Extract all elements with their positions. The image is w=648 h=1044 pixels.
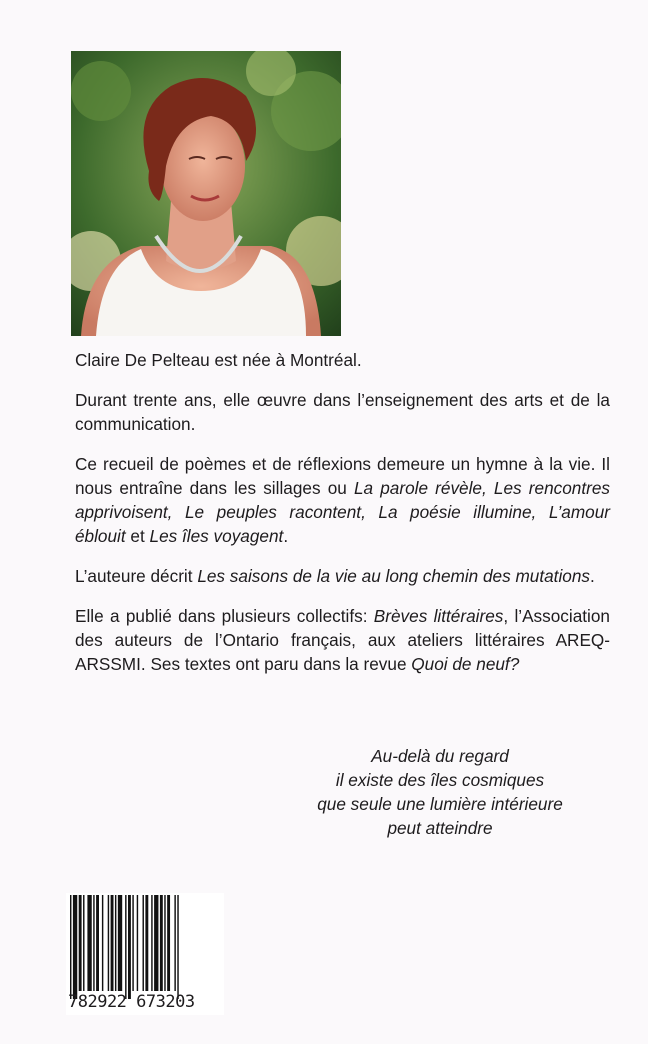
author-portrait-icon: [71, 51, 341, 336]
bio-paragraph-publications: [75, 604, 610, 676]
barcode-bar: [160, 895, 163, 991]
isbn-barcode: [66, 893, 224, 1015]
verse-line: que seule une lumière intérieure: [317, 794, 563, 814]
barcode-bar: [137, 895, 138, 991]
barcode-bar: [70, 895, 71, 999]
barcode-bar: [125, 895, 126, 999]
barcode-bar: [154, 895, 158, 991]
barcode-right-digits: 673203: [136, 992, 195, 1012]
barcode-bar: [167, 895, 170, 991]
barcode-bar: [128, 895, 131, 999]
bio-paragraph-description: [75, 564, 610, 588]
barcode-digits: [68, 993, 195, 1011]
bio-text: Claire De Pelteau est née à Montréal.: [75, 350, 362, 370]
bio-paragraph-collection: [75, 452, 610, 548]
barcode-bar: [115, 895, 116, 991]
bio-text: Elle a publié dans plusieurs collectifs:: [75, 606, 374, 626]
book-theme: Les saisons de la vie au long chemin des mutations: [197, 566, 590, 586]
publication-title: Quoi de neuf?: [411, 654, 520, 674]
bio-paragraph-career: [75, 388, 610, 436]
barcode-bar: [96, 895, 99, 991]
barcode-bar: [177, 895, 178, 999]
barcode-bar: [164, 895, 165, 991]
barcode-bar: [118, 895, 122, 991]
section-titles: La parole révèle, Les rencontres apprivoisent, Le peuples racontent, La poésie illumine, L’amour éblouit: [75, 478, 610, 546]
barcode-bar: [111, 895, 114, 991]
barcode-bar: [151, 895, 152, 991]
barcode-bar: [174, 895, 175, 991]
barcode-bar: [102, 895, 103, 991]
barcode-bar: [93, 895, 94, 991]
barcode-bar: [132, 895, 133, 991]
barcode-bars-icon: [66, 893, 224, 1001]
bio-text: .: [283, 526, 289, 546]
publication-title: Brèves littéraires: [373, 606, 504, 626]
barcode-bar: [79, 895, 82, 991]
barcode-bar: [83, 895, 84, 991]
barcode-bar: [145, 895, 148, 991]
barcode-bar: [143, 895, 144, 991]
bio-text: .: [590, 566, 595, 586]
barcode-left-digits: 782922: [68, 992, 127, 1012]
verse-line: il existe des îles cosmiques: [335, 770, 545, 790]
bio-text: Ce recueil de poèmes et de réflexions demeure un hymne à la vie. Il nous entraîne dans les sillages ou: [75, 454, 610, 498]
barcode-bar: [73, 895, 77, 999]
verse-quote: [250, 744, 630, 840]
bio-text: L’auteure décrit: [75, 566, 198, 586]
bio-text: Durant trente ans, elle œuvre dans l’enseignement des arts et de la communication.: [75, 390, 610, 434]
verse-line: Au-delà du regard: [371, 746, 509, 766]
barcode-bar: [108, 895, 109, 991]
author-bio: [75, 348, 610, 692]
section-title: Les îles voyagent: [149, 526, 284, 546]
barcode-bar: [87, 895, 91, 991]
author-photo: [71, 51, 341, 336]
bio-text: et: [125, 526, 150, 546]
bio-text: , l’Association des auteurs de l’Ontario français, aux ateliers littéraires AREQ-ARSSMI. Ses textes ont paru dans la revue: [75, 606, 610, 674]
verse-line: peut atteindre: [387, 818, 493, 838]
bio-paragraph-birth: [75, 348, 610, 372]
